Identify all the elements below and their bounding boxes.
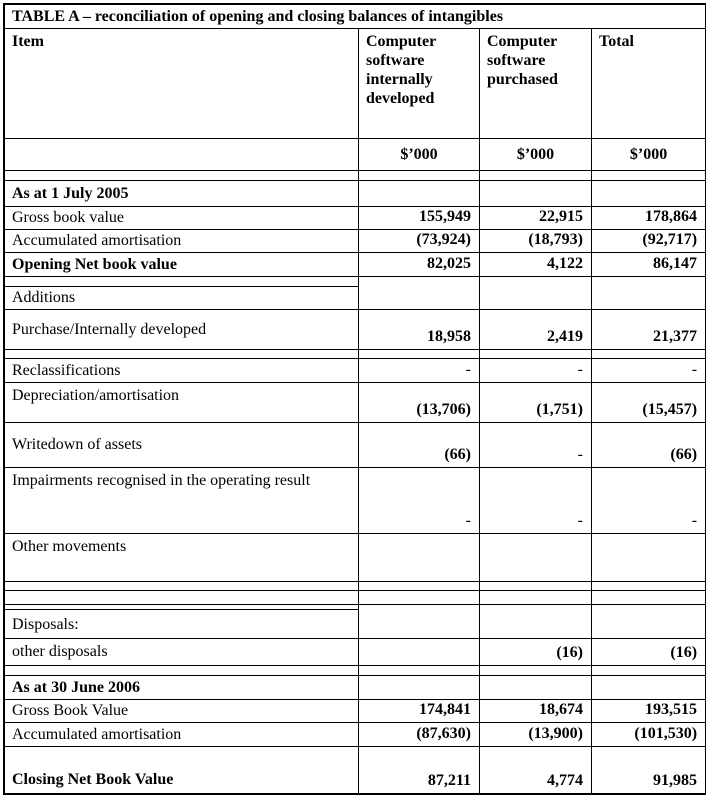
- spacer-row: [5, 277, 705, 287]
- row-label: Disposals:: [5, 605, 359, 639]
- row-writedown-of-assets: [5, 423, 705, 468]
- cell-empty: [480, 277, 592, 287]
- cell-value: 87,211: [359, 747, 480, 793]
- cell-value: (13,706): [359, 383, 480, 423]
- cell-value: [480, 605, 592, 639]
- cell-value: -: [359, 359, 480, 383]
- cell-value: [359, 181, 480, 207]
- cell-value: [359, 639, 480, 666]
- cell-empty: [592, 350, 705, 359]
- cell-empty: [592, 666, 705, 676]
- row-additions: [5, 287, 705, 310]
- cell-value: -: [480, 468, 592, 534]
- row-label: Accumulated amortisation: [5, 723, 359, 747]
- cell-value: (92,717): [592, 230, 705, 253]
- cell-value: [592, 534, 705, 582]
- column-header-item: Item: [5, 29, 359, 139]
- cell-value: (66): [359, 423, 480, 468]
- row-label: Gross Book Value: [5, 700, 359, 723]
- cell-value: [592, 181, 705, 207]
- column-header-total: Total: [592, 29, 705, 139]
- row-label: Gross book value: [5, 207, 359, 230]
- cell-value: [592, 605, 705, 639]
- cell-empty: [359, 582, 480, 591]
- cell-value: (15,457): [592, 383, 705, 423]
- spacer-row: [5, 582, 705, 591]
- row-label: Depreciation/amortisation: [5, 383, 359, 423]
- column-header-internally-developed: Computer software internally developed: [359, 29, 480, 139]
- cell-value: 193,515: [592, 700, 705, 723]
- column-header-purchased: Computer software purchased: [480, 29, 592, 139]
- cell-value: [592, 676, 705, 700]
- row-label: Additions: [5, 287, 359, 310]
- row-label-text: Impairments recognised in the operating result: [12, 472, 311, 489]
- cell-value: (66): [592, 423, 705, 468]
- cell-value: 82,025: [359, 253, 480, 277]
- cell-value: -: [592, 468, 705, 534]
- row-other-movements: [5, 534, 705, 582]
- row-label: Purchase/Internally developed: [5, 310, 359, 350]
- cell-empty: [480, 171, 592, 181]
- cell-empty: [480, 350, 592, 359]
- cell-empty: [5, 171, 359, 181]
- row-label: As at 30 June 2006: [5, 676, 359, 700]
- row-opening-net-book-value: [5, 253, 705, 277]
- cell-value: 174,841: [359, 700, 480, 723]
- cell-value: 18,958: [359, 310, 480, 350]
- cell-empty: [480, 582, 592, 591]
- row-label: Reclassifications: [5, 359, 359, 383]
- row-purchase-internally-developed: [5, 310, 705, 350]
- cell-empty: [592, 171, 705, 181]
- row-label: Accumulated amortisation: [5, 230, 359, 253]
- row-reclassifications: [5, 359, 705, 383]
- row-label: Other movements: [5, 534, 359, 582]
- cell-value: (1,751): [480, 383, 592, 423]
- spacer-row: [5, 591, 705, 605]
- cell-value: [359, 676, 480, 700]
- cell-empty: [5, 591, 359, 605]
- cell-empty: [5, 666, 359, 676]
- row-depreciation-amortisation: [5, 383, 705, 423]
- units-row: [5, 139, 705, 171]
- unit-label: $’000: [592, 139, 705, 171]
- cell-empty: [359, 666, 480, 676]
- row-label: Closing Net Book Value: [5, 747, 359, 793]
- cell-value: 86,147: [592, 253, 705, 277]
- cell-value: 21,377: [592, 310, 705, 350]
- cell-value: 4,122: [480, 253, 592, 277]
- cell-value: -: [480, 423, 592, 468]
- cell-value: [480, 181, 592, 207]
- spacer-row: [5, 666, 705, 676]
- row-other-disposals: [5, 639, 705, 666]
- cell-value: (16): [480, 639, 592, 666]
- cell-empty: [359, 171, 480, 181]
- cell-value: 91,985: [653, 772, 698, 789]
- cell-empty: [480, 666, 592, 676]
- cell-empty: [5, 582, 359, 591]
- row-label: Writedown of assets: [5, 423, 359, 468]
- cell-value: [480, 287, 592, 310]
- cell-value: 155,949: [359, 207, 480, 230]
- cell-empty: [480, 591, 592, 605]
- row-label: As at 1 July 2005: [5, 181, 359, 207]
- cell-value: (16): [592, 639, 705, 666]
- cell-empty: [359, 591, 480, 605]
- cell-empty: [592, 582, 705, 591]
- cell-value: (18,793): [480, 230, 592, 253]
- cell-value: -: [359, 468, 480, 534]
- unit-label: $’000: [480, 139, 592, 171]
- row-label: Opening Net book value: [5, 253, 359, 277]
- cell-value: 178,864: [592, 207, 705, 230]
- cell-value: 18,674: [480, 700, 592, 723]
- cell-value: [359, 605, 480, 639]
- cell-empty: [592, 277, 705, 287]
- cell-value: 4,774: [480, 747, 592, 793]
- row-disposals: [5, 605, 705, 639]
- cell-value: 22,915: [480, 207, 592, 230]
- cell-value: (87,630): [359, 723, 480, 747]
- row-impairments: [5, 468, 705, 534]
- row-gross-book-value-opening: [5, 207, 705, 230]
- cell-value: [359, 534, 480, 582]
- header-row: [5, 29, 705, 139]
- cell-value: (73,924): [359, 230, 480, 253]
- cell-value: [592, 287, 705, 310]
- row-as-at-30-june-2006: [5, 676, 705, 700]
- cell-value: [359, 287, 480, 310]
- cell-value: -: [480, 359, 592, 383]
- cell-value: [480, 534, 592, 582]
- row-accumulated-amortisation-closing: [5, 723, 705, 747]
- spacer-row: [5, 350, 705, 359]
- cell-empty: [5, 139, 359, 171]
- cell-value: -: [592, 359, 705, 383]
- cell-empty: [5, 277, 359, 287]
- cell-value: [480, 676, 592, 700]
- cell-empty: [359, 350, 480, 359]
- row-as-at-1-july-2005: [5, 181, 705, 207]
- spacer-row: [5, 171, 705, 181]
- table-title: TABLE A – reconciliation of opening and closing balances of intangibles: [5, 5, 705, 29]
- cell-empty: [359, 277, 480, 287]
- title-row: [5, 5, 705, 29]
- row-gross-book-value-closing: [5, 700, 705, 723]
- row-label: [5, 468, 359, 534]
- cell-value: 2,419: [480, 310, 592, 350]
- unit-label: $’000: [359, 139, 480, 171]
- row-closing-net-book-value: [5, 747, 705, 793]
- cell-value: (13,900): [480, 723, 592, 747]
- cell-empty: [592, 591, 705, 605]
- row-label: other disposals: [5, 639, 359, 666]
- reconciliation-table: [3, 3, 706, 795]
- cell-empty: [5, 350, 359, 359]
- cell-value: (101,530): [592, 723, 705, 747]
- row-accumulated-amortisation-opening: [5, 230, 705, 253]
